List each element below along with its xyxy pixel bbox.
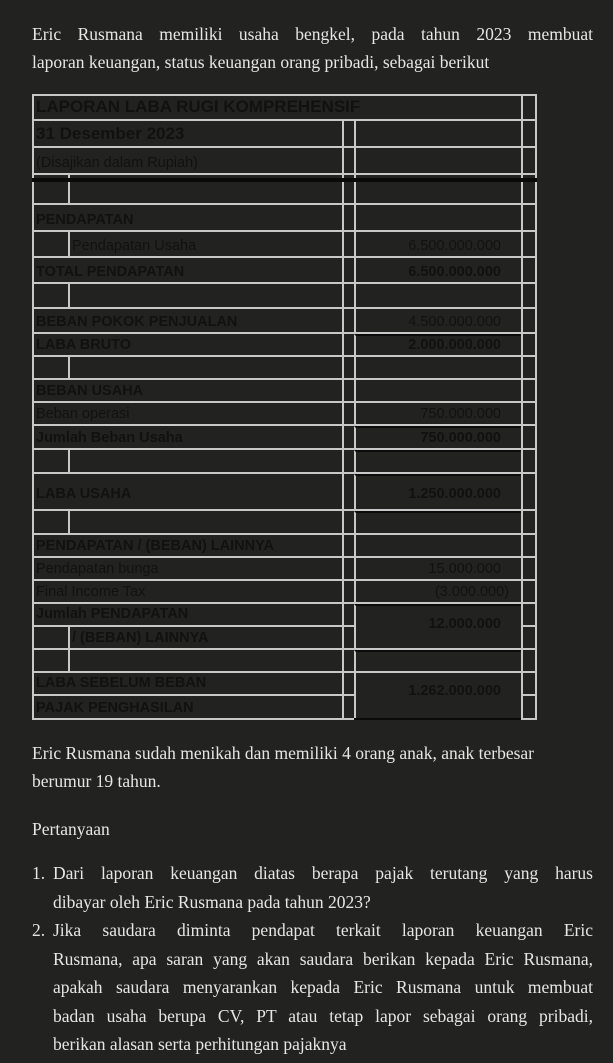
table-row [32, 602, 537, 648]
table-row-date [32, 119, 537, 146]
table-row [32, 203, 537, 230]
currency-note: (Disajikan dalam Rupiah) [36, 155, 198, 171]
row-value: 750.000.000 [420, 430, 501, 446]
question-item-1 [32, 859, 593, 916]
row-value: 12.000.000 [428, 616, 501, 632]
row-value: (3.000.000) [434, 584, 509, 600]
table-row-blank [32, 648, 537, 671]
row-label: BEBAN POKOK PENJUALAN [36, 314, 238, 330]
report-date: 31 Desember 2023 [36, 124, 185, 143]
question-text-line: apakah saudara menyarankan kepada Eric Rusmana untuk membuat [53, 977, 593, 997]
table-row [32, 472, 537, 509]
question-text-line: berikan alasan serta perhitungan pajaknya [53, 1034, 347, 1054]
row-value: 1.250.000.000 [408, 486, 501, 502]
status-line-2: berumur 19 tahun. [32, 771, 161, 791]
row-label-line-1: Jumlah PENDAPATAN [36, 606, 189, 622]
question-item-2 [32, 916, 593, 1059]
row-value: 750.000.000 [420, 406, 501, 422]
row-label: Pendapatan bunga [36, 561, 159, 577]
row-value: 6.500.000.000 [408, 264, 501, 280]
section-header-pendapatan: PENDAPATAN [36, 212, 134, 228]
row-label: TOTAL PENDAPATAN [36, 264, 185, 280]
section-header-beban-usaha: BEBAN USAHA [36, 383, 144, 399]
row-value: 15.000.000 [428, 561, 501, 577]
report-title: LAPORAN LABA RUGI KOMPREHENSIF [36, 97, 361, 116]
table-row [32, 256, 537, 282]
table-row [32, 307, 537, 332]
question-text-line: dibayar oleh Eric Rusmana pada tahun 2023? [53, 891, 371, 912]
questions-list [32, 859, 593, 1059]
row-label: LABA USAHA [36, 486, 132, 502]
table-bottom-border [32, 718, 354, 720]
row-label: Final Income Tax [36, 584, 146, 600]
section-header-lainnya: PENDAPATAN / (BEBAN) LAINNYA [36, 538, 274, 554]
row-label: Pendapatan Usaha [72, 238, 197, 254]
status-paragraph [32, 739, 593, 795]
table-row-blank [32, 282, 537, 307]
row-label: Jumlah Beban Usaha [36, 430, 183, 446]
table-row-title [32, 94, 537, 119]
row-label-line-2: / (BEBAN) LAINNYA [72, 630, 209, 646]
intro-paragraph [32, 20, 593, 76]
intro-line-1: Eric Rusmana memiliki usaha bengkel, pada tahun 2023 membuat [32, 24, 593, 44]
question-text-line: Rusmana, apa saran yang akan saudara berikan kepada Eric Rusmana, [53, 948, 593, 969]
row-value: 2.000.000.000 [408, 337, 501, 353]
table-row [32, 671, 537, 718]
row-label-line-2: PAJAK PENGHASILAN [36, 700, 194, 716]
question-text-line: Jika saudara diminta pendapat terkait laporan keuangan Eric [53, 920, 593, 940]
table-row-blank [32, 448, 537, 472]
table-row [32, 332, 537, 355]
question-number: 2. [32, 920, 46, 940]
questions-title: Pertanyaan [32, 819, 110, 839]
row-value: 6.500.000.000 [408, 238, 501, 254]
table-row-blank [32, 355, 537, 378]
question-number: 1. [32, 863, 46, 883]
row-label-line-1: LABA SEBELUM BEBAN [36, 675, 207, 691]
row-label: LABA BRUTO [36, 337, 132, 353]
status-line-1: Eric Rusmana sudah menikah dan memiliki 4 orang anak, anak terbesar [32, 743, 534, 763]
table-row [32, 378, 537, 401]
table-row [32, 424, 537, 448]
table-row [32, 579, 537, 602]
table-row [32, 230, 537, 256]
table-row [32, 533, 537, 556]
table-row [32, 401, 537, 424]
thick-divider [32, 178, 537, 182]
question-text-line: badan usaha berupa CV, PT atau tetap lapor sebagai orang pribadi, [53, 1005, 593, 1026]
table-row [32, 556, 537, 579]
table-row-currency-note [32, 146, 537, 173]
intro-line-2: laporan keuangan, status keuangan orang pribadi, sebagai berikut [32, 52, 490, 72]
row-value: 1.262.000.000 [408, 683, 501, 699]
row-value: 4.500.000.000 [408, 314, 501, 330]
row-label: Beban operasi [36, 406, 130, 422]
question-text-line: Dari laporan keuangan diatas berapa pajak terutang yang harus [53, 863, 593, 883]
table-row-blank [32, 509, 537, 533]
